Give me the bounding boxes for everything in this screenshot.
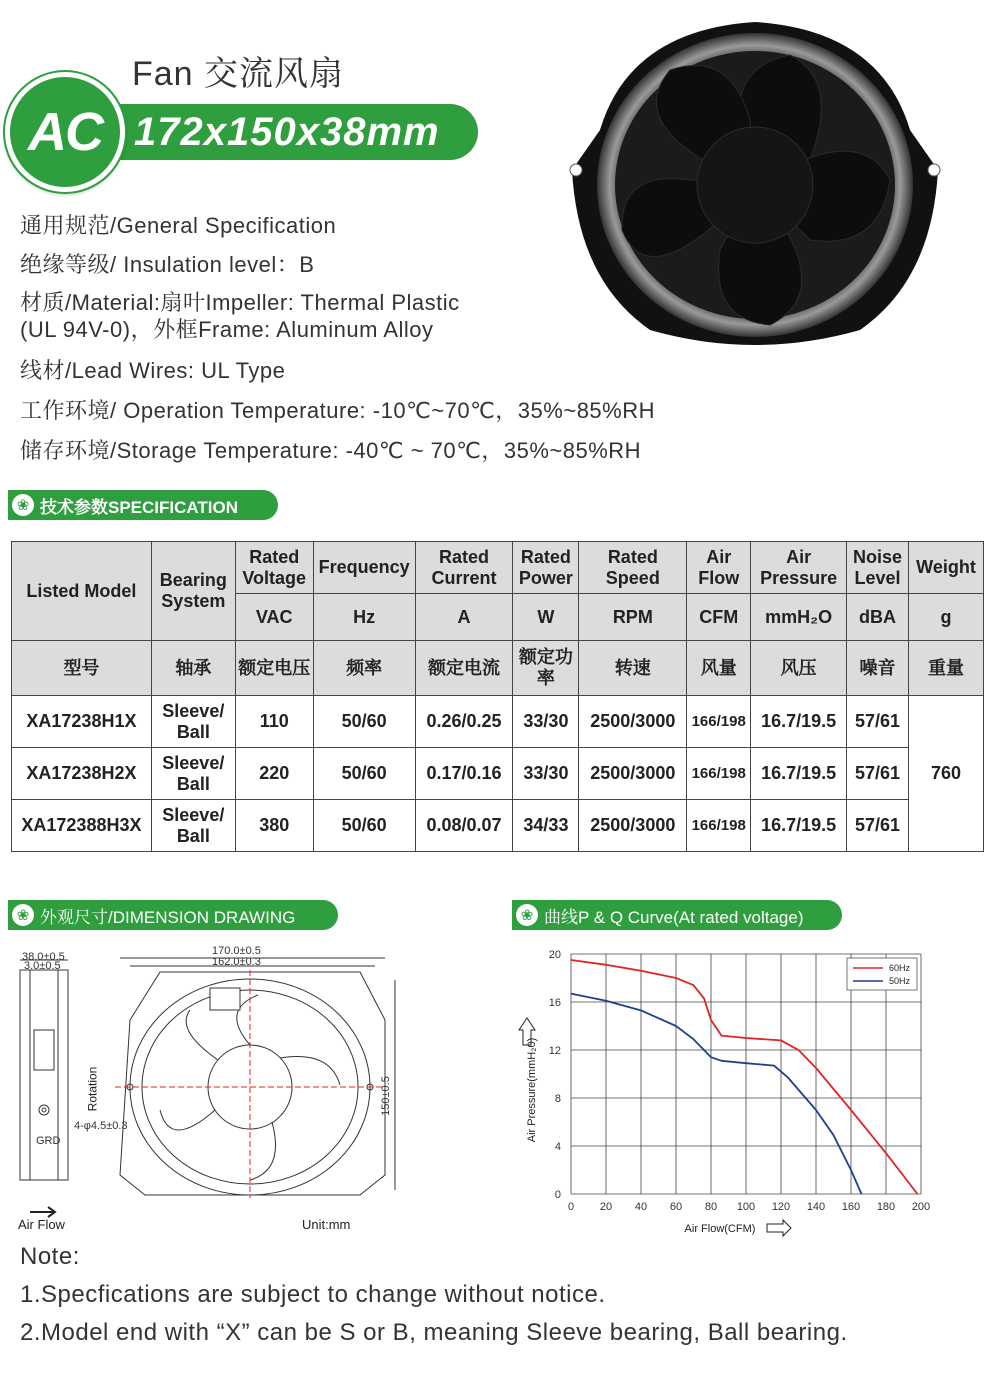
section-title-spec: 技术参数SPECIFICATION [40, 497, 239, 517]
size-label: 172x150x38mm [134, 109, 440, 154]
cell-voltage: 220 [235, 748, 313, 800]
th-voltage: Rated Voltage [235, 542, 313, 594]
cell-noise: 57/61 [847, 800, 909, 852]
y-tick-label: 12 [548, 1045, 561, 1057]
fan-photo [560, 10, 950, 355]
tag-icon: ❀ [12, 494, 34, 516]
unit-noise: dBA [847, 594, 909, 641]
x-tick-label: 20 [599, 1201, 613, 1213]
section-title-curve: 曲线P & Q Curve(At rated voltage) [544, 907, 804, 927]
th-current: Rated Current [415, 542, 513, 594]
cell-speed: 2500/3000 [579, 748, 687, 800]
x-tick-label: 160 [841, 1201, 861, 1213]
ac-badge-label: AC [28, 102, 102, 162]
tag-icon: ❀ [516, 904, 538, 926]
unit-speed: RPM [579, 594, 687, 641]
note-2: 2.Model end with “X” can be S or B, meaning Sleeve bearing, Ball bearing. [20, 1319, 848, 1346]
cell-current: 0.26/0.25 [415, 696, 513, 748]
cell-frequency: 50/60 [313, 696, 415, 748]
dim-mount-holes: 4-φ4.5±0.3 [74, 1120, 128, 1132]
spec-general: 通用规范/General Specification [20, 213, 337, 238]
cell-voltage: 380 [235, 800, 313, 852]
cn-current: 额定电流 [415, 641, 513, 696]
cell-power: 34/33 [513, 800, 579, 852]
th-model: Listed Model [12, 542, 152, 641]
unit-current: A [415, 594, 513, 641]
cell-bearing: Sleeve/ Ball [151, 800, 235, 852]
x-tick-label: 180 [876, 1201, 896, 1213]
spec-insulation: 绝缘等级/ Insulation level：B [20, 252, 315, 277]
dim-hole-pitch: 162.0±0.3 [212, 956, 261, 968]
cell-model: XA17238H2X [12, 748, 152, 800]
x-tick-label: 120 [771, 1201, 791, 1213]
table-row [12, 748, 984, 800]
unit-airflow: CFM [687, 594, 751, 641]
air-flow-label: Air Flow [18, 1217, 65, 1232]
cell-noise: 57/61 [847, 748, 909, 800]
series-line-60Hz [571, 960, 918, 1194]
table-row [12, 696, 984, 748]
y-tick-label: 4 [554, 1141, 561, 1153]
size-banner [86, 104, 478, 160]
th-bearing: Bearing System [151, 542, 235, 641]
cell-frequency: 50/60 [313, 748, 415, 800]
th-weight: Weight [909, 542, 984, 594]
unit-power: W [513, 594, 579, 641]
legend-label-60Hz: 60Hz [889, 963, 911, 973]
y-tick-label: 20 [548, 949, 561, 961]
rotation-label: Rotation [85, 1066, 100, 1112]
table-row [12, 800, 984, 852]
th-speed: Rated Speed [579, 542, 687, 594]
unit-voltage: VAC [235, 594, 313, 641]
dimension-drawing [10, 940, 410, 1240]
section-tag-spec [8, 490, 278, 520]
cell-airflow: 166/198 [687, 748, 751, 800]
series-line-50Hz [571, 994, 862, 1194]
th-airflow: Air Flow [687, 542, 751, 594]
cell-pressure: 16.7/19.5 [751, 748, 847, 800]
cell-bearing: Sleeve/ Ball [151, 748, 235, 800]
x-tick-label: 60 [669, 1201, 683, 1213]
unit-pressure: mmH₂O [751, 594, 847, 641]
cn-bearing: 轴承 [151, 641, 235, 696]
y-tick-label: 0 [554, 1189, 561, 1201]
spec-lead-wires: 线材/Lead Wires: UL Type [20, 358, 286, 383]
dim-side-width: 38.0±0.5 [22, 951, 65, 963]
cell-noise: 57/61 [847, 696, 909, 748]
spec-storage-temp: 储存环境/Storage Temperature: -40℃ ~ 70℃，35%~85%RH [20, 438, 642, 463]
cell-current: 0.17/0.16 [415, 748, 513, 800]
cn-power: 额定功率 [513, 641, 579, 696]
cell-voltage: 110 [235, 696, 313, 748]
spec-operation-temp: 工作环境/ Operation Temperature: -10℃~70℃，35%~85%RH [20, 398, 655, 423]
cell-pressure: 16.7/19.5 [751, 800, 847, 852]
chart-ylabel: Air Pressure(mmH₂0) [526, 1037, 538, 1143]
y-tick-label: 16 [548, 997, 561, 1009]
cn-speed: 转速 [579, 641, 687, 696]
th-pressure: Air Pressure [751, 542, 847, 594]
cell-current: 0.08/0.07 [415, 800, 513, 852]
unit-weight: g [909, 594, 984, 641]
cell-speed: 2500/3000 [579, 800, 687, 852]
unit-label: Unit:mm [302, 1217, 351, 1232]
cell-speed: 2500/3000 [579, 696, 687, 748]
cell-model: XA172388H3X [12, 800, 152, 852]
ac-badge [5, 72, 125, 192]
cn-voltage: 额定电压 [235, 641, 313, 696]
section-tag-dimension [8, 900, 338, 930]
x-tick-label: 100 [736, 1201, 756, 1213]
cell-bearing: Sleeve/ Ball [151, 696, 235, 748]
dim-outer-width: 170.0±0.5 [212, 945, 261, 957]
th-noise: Noise Level [847, 542, 909, 594]
ground-label: GRD [36, 1135, 61, 1147]
unit-frequency: Hz [313, 594, 415, 641]
cn-airflow: 风量 [687, 641, 751, 696]
pq-chart [515, 940, 945, 1240]
dim-side-lip: 3.0±0.5 [24, 960, 61, 972]
cell-power: 33/30 [513, 696, 579, 748]
dim-height: 150±0.5 [379, 1076, 392, 1116]
cell-weight: 760 [909, 696, 984, 852]
product-title: Fan 交流风扇 [132, 55, 345, 93]
section-title-dimension: 外观尺寸/DIMENSION DRAWING [40, 907, 296, 927]
tag-icon: ❀ [12, 904, 34, 926]
x-tick-label: 0 [567, 1201, 575, 1213]
section-tag-curve [512, 900, 842, 930]
cn-weight: 重量 [909, 641, 984, 696]
x-tick-label: 200 [911, 1201, 931, 1213]
cell-airflow: 166/198 [687, 696, 751, 748]
spec-table [11, 541, 984, 852]
x-tick-label: 80 [704, 1201, 718, 1213]
th-frequency: Frequency [313, 542, 415, 594]
x-tick-label: 140 [806, 1201, 826, 1213]
spec-material: 材质/Material:扇叶Impeller: Thermal Plastic [20, 290, 460, 315]
spec-material-cont: (UL 94V-0)，外框Frame: Aluminum Alloy [20, 317, 434, 342]
cn-frequency: 频率 [313, 641, 415, 696]
cell-model: XA17238H1X [12, 696, 152, 748]
note-1: 1.Specfications are subject to change without notice. [20, 1281, 606, 1308]
cell-airflow: 166/198 [687, 800, 751, 852]
cell-power: 33/30 [513, 748, 579, 800]
x-tick-label: 40 [634, 1201, 648, 1213]
th-power: Rated Power [513, 542, 579, 594]
cn-model: 型号 [12, 641, 152, 696]
y-tick-label: 8 [554, 1093, 561, 1105]
cn-noise: 噪音 [847, 641, 909, 696]
legend-label-50Hz: 50Hz [889, 976, 911, 986]
note-heading: Note: [20, 1243, 80, 1270]
cell-frequency: 50/60 [313, 800, 415, 852]
cell-pressure: 16.7/19.5 [751, 696, 847, 748]
chart-xlabel: Air Flow(CFM) [684, 1223, 756, 1235]
cn-pressure: 风压 [751, 641, 847, 696]
